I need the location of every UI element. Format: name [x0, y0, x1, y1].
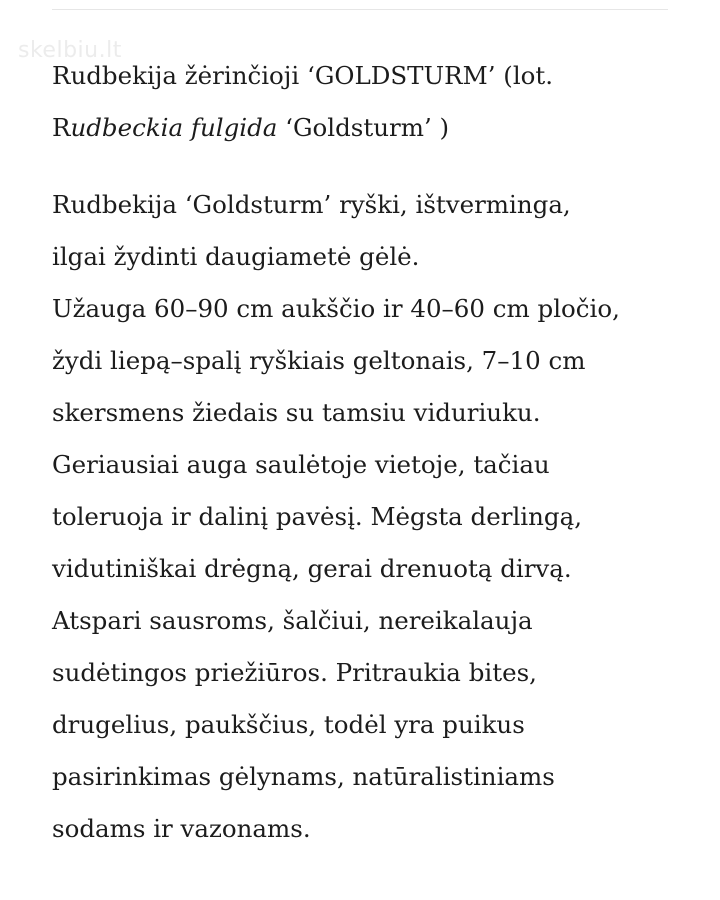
paragraph-gap — [52, 154, 692, 179]
body-line: Geriausiai auga saulėtoje vietoje, tačiau — [52, 450, 550, 479]
body-line: vidutiniškai drėgną, gerai drenuotą dirvą. — [52, 554, 572, 583]
body-line: Rudbekija ‘Goldsturm’ ryški, ištverminga, — [52, 190, 571, 219]
body-line: Atspari sausroms, šalčiui, nereikalauja — [52, 606, 533, 635]
body-line: skersmens žiedais su tamsiu viduriuku. — [52, 398, 541, 427]
product-description — [52, 50, 692, 855]
title-latin-initial: R — [52, 113, 71, 142]
body-line: sodams ir vazonams. — [52, 814, 311, 843]
body-line: sudėtingos priežiūros. Pritraukia bites, — [52, 658, 537, 687]
product-title — [52, 50, 692, 154]
body-line: drugelius, paukščius, todėl yra puikus — [52, 710, 525, 739]
title-cultivar: ‘Goldsturm’ ) — [277, 113, 450, 142]
title-line-1: Rudbekija žėrinčioji ‘GOLDSTURM’ (lot. — [52, 61, 554, 90]
title-line-2 — [52, 102, 692, 154]
top-divider — [52, 9, 668, 10]
body-line: toleruoja ir dalinį pavėsį. Mėgsta derlingą, — [52, 502, 582, 531]
body-line: pasirinkimas gėlynams, natūralistiniams — [52, 762, 555, 791]
title-latin-name: udbeckia fulgida — [70, 113, 278, 142]
body-line: Užauga 60–90 cm aukščio ir 40–60 cm pločio, — [52, 294, 620, 323]
description-body — [52, 179, 692, 855]
body-line: ilgai žydinti daugiametė gėlė. — [52, 242, 420, 271]
watermark-text: skelbiu.lt — [18, 38, 122, 63]
body-line: žydi liepą–spalį ryškiais geltonais, 7–10 cm — [52, 346, 586, 375]
